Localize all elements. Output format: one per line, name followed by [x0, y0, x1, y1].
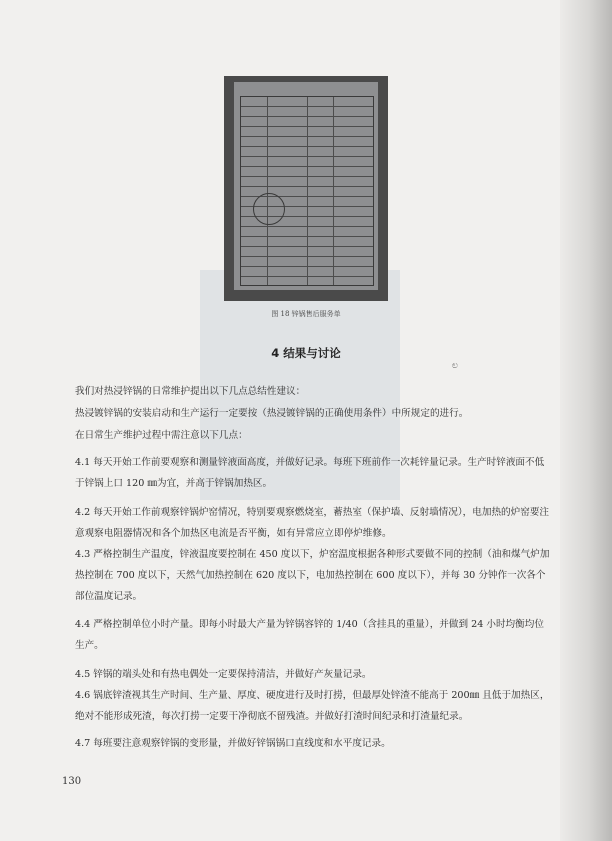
paragraph-4-1: 4.1 每天开始工作前要观察和测量锌液面高度，并做好记录。每班下班前作一次耗锌量记录。生产时锌液面不低于锌锅上口 120 ㎜为宜，并高于锌锅加热区。 — [75, 457, 545, 489]
paragraph-4-4: 4.4 严格控制单位小时产量。即每小时最大产量为锌锅容锌的 1/40（含挂具的重量），并做到 24 小时均衡均位生产。 — [75, 619, 544, 651]
official-stamp — [253, 193, 285, 225]
scan-page-edge — [560, 0, 612, 841]
paragraph-4-5: 4.5 锌锅的端头处和有热电偶处一定要保持清洁，并做好产灰量记录。 — [75, 669, 372, 680]
scan-mark: ಲ — [452, 361, 458, 371]
section-heading: 4 结果与讨论 — [271, 346, 341, 360]
paragraph-4-6: 4.6 锅底锌渣视其生产时间、生产量、厚度、硬度进行及时打捞，但最厚处锌渣不能高于 200㎜ 且低于加热区，绝对不能形成死渣，每次打捞一定要干净彻底不留残渣。并做好打渣时间纪录和打渣量纪录。 — [75, 690, 550, 722]
form-column-line — [307, 97, 308, 285]
paragraph-notes: 在日常生产维护过程中需注意以下几点： — [75, 430, 248, 441]
paragraph-4-3: 4.3 严格控制生产温度，锌液温度要控制在 450 度以下，炉窑温度根据各种形式要做不同的控制（油和煤气炉加热控制在 700 度以下，天然气加热控制在 620 度以下，电加热控制在 600 度以下），并每 30 分钟作一次各个部位温度记录。 — [75, 549, 550, 602]
service-form-grid — [240, 96, 374, 286]
form-column-line — [267, 97, 268, 285]
paragraph-4-2: 4.2 每天开始工作前观察锌锅炉窑情况，特别要观察燃烧室，蓄热室（保护墙、反射墙情况），电加热的炉窑要注意观察电阻器情况和各个加热区电流是否平衡，如有异常应立即停炉维修。 — [75, 507, 550, 539]
paragraph-intro: 我们对热浸锌锅的日常维护提出以下几点总结性建议： — [75, 386, 306, 397]
service-form-sheet — [234, 82, 378, 290]
figure-photo — [224, 76, 388, 301]
paragraph-install: 热浸镀锌锅的安装启动和生产运行一定要按（热浸镀锌锅的正确使用条件）中所规定的进行。 — [75, 408, 469, 419]
form-column-line — [333, 97, 334, 285]
figure-caption: 图 18 锌锅售后服务单 — [271, 310, 341, 318]
page-number: 130 — [62, 776, 82, 787]
paragraph-4-7: 4.7 每班要注意观察锌锅的变形量，并做好锌锅锅口直线度和水平度记录。 — [75, 738, 391, 749]
